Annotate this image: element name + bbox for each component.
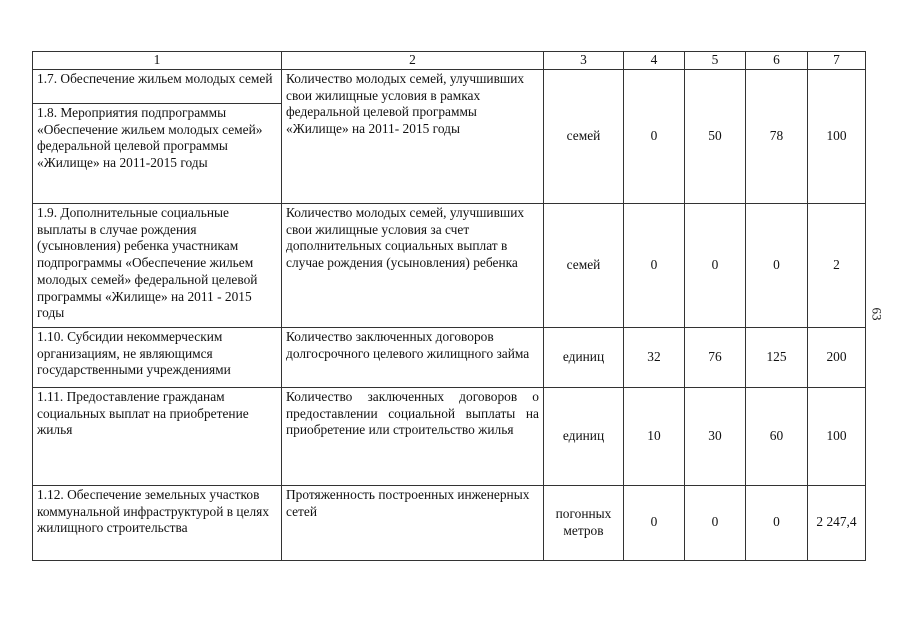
- header-cell: 3: [544, 52, 624, 70]
- value-cell: 30: [685, 387, 746, 485]
- header-row: [33, 52, 866, 70]
- value-cell: 0: [746, 203, 808, 327]
- value-cell: 32: [624, 327, 685, 387]
- unit-cell: семей: [544, 69, 624, 203]
- unit-cell: единиц: [544, 387, 624, 485]
- unit-cell: погонных метров: [544, 485, 624, 560]
- value-cell: 0: [624, 203, 685, 327]
- header-cell: 1: [33, 52, 282, 70]
- page-number: 63: [869, 307, 885, 321]
- unit-cell: семей: [544, 203, 624, 327]
- value-cell: 100: [808, 387, 866, 485]
- indicator-cell: Протяженность построенных инженерных сетей: [282, 485, 544, 560]
- indicator-cell: Количество заключенных договоров долгосрочного целевого жилищного займа: [282, 327, 544, 387]
- value-cell: 0: [624, 69, 685, 203]
- table-row: [33, 327, 866, 387]
- value-cell: 10: [624, 387, 685, 485]
- indicator-cell: Количество молодых семей, улучшивших свои жилищные условия за счет дополнительных социальных выплат в случае рождения (усыновления) ребенка: [282, 203, 544, 327]
- item-cell: 1.7. Обеспечение жильем молодых семей: [33, 69, 282, 103]
- indicator-table: [32, 51, 866, 561]
- value-cell: 0: [685, 485, 746, 560]
- value-cell: 100: [808, 69, 866, 203]
- value-cell: 78: [746, 69, 808, 203]
- value-cell: 125: [746, 327, 808, 387]
- value-cell: 76: [685, 327, 746, 387]
- table-row: [33, 485, 866, 560]
- value-cell: 2: [808, 203, 866, 327]
- unit-cell: единиц: [544, 327, 624, 387]
- value-cell: 50: [685, 69, 746, 203]
- indicator-cell: Количество заключенных договоров о предоставлении социальной выплаты на приобретение или строительство жилья: [282, 387, 544, 485]
- value-cell: 60: [746, 387, 808, 485]
- item-cell: 1.10. Субсидии некоммерческим организациям, не являющимся государственными учреждениями: [33, 327, 282, 387]
- value-cell: 0: [746, 485, 808, 560]
- indicator-cell: Количество молодых семей, улучшивших свои жилищные условия в рамках федеральной целевой программы «Жилище» на 2011- 2015 годы: [282, 69, 544, 203]
- header-cell: 2: [282, 52, 544, 70]
- value-cell: 0: [624, 485, 685, 560]
- table-row: [33, 387, 866, 485]
- value-cell: 2 247,4: [808, 485, 866, 560]
- item-cell: 1.11. Предоставление гражданам социальных выплат на приобретение жилья: [33, 387, 282, 485]
- table-row: [33, 203, 866, 327]
- table-row: [33, 69, 866, 103]
- header-cell: 6: [746, 52, 808, 70]
- item-cell: 1.12. Обеспечение земельных участков коммунальной инфраструктурой в целях жилищного строительства: [33, 485, 282, 560]
- value-cell: 0: [685, 203, 746, 327]
- header-cell: 5: [685, 52, 746, 70]
- item-cell: 1.8. Мероприятия подпрограммы «Обеспечение жильем молодых семей» федеральной целевой программы «Жилище» на 2011-2015 годы: [33, 103, 282, 203]
- item-cell: 1.9. Дополнительные социальные выплаты в случае рождения (усыновления) ребенка участникам подпрограммы «Обеспечение жильем молодых семей» федеральной целевой программы «Жилище» на 2011 - 2015 годы: [33, 203, 282, 327]
- header-cell: 7: [808, 52, 866, 70]
- value-cell: 200: [808, 327, 866, 387]
- header-cell: 4: [624, 52, 685, 70]
